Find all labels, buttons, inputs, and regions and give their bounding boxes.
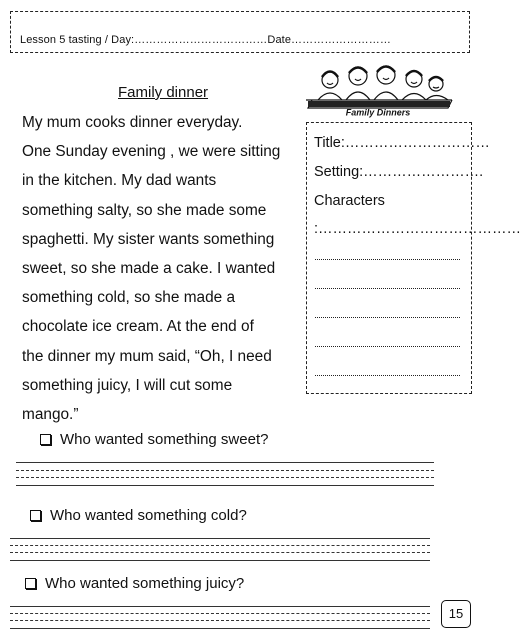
story-line: something cold, so she made a: [22, 289, 236, 307]
answer-line: [10, 606, 430, 607]
clipart-caption: Family Dinners: [345, 107, 411, 118]
title-field: Title:…………………………: [314, 135, 490, 151]
answer-line: [16, 485, 434, 486]
story-line: something salty, so she made some: [22, 201, 267, 219]
story-line: mango.”: [22, 406, 79, 424]
page-number: 15: [441, 600, 471, 628]
story-line: My mum cooks dinner everyday.: [22, 114, 243, 131]
characters-label: Characters: [314, 193, 385, 209]
answer-line: [16, 462, 434, 463]
header-text: Lesson 5 tasting / Day:………………………………Date………………………: [20, 34, 391, 46]
answer-line: [16, 477, 434, 478]
question-3: [25, 575, 244, 592]
story-line: in the kitchen. My dad wants: [22, 172, 217, 190]
story-elements-box: [306, 122, 521, 394]
story-line: chocolate ice cream. At the end of: [22, 318, 254, 336]
character-line: [315, 375, 460, 376]
character-line: [315, 288, 460, 289]
header-box: [10, 11, 470, 53]
checkbox-icon[interactable]: [25, 578, 36, 589]
story-line: One Sunday evening , we were sitting: [22, 143, 281, 161]
character-line: [315, 259, 460, 260]
character-line: [315, 317, 460, 318]
character-line: [315, 346, 460, 347]
answer-line: [10, 552, 430, 553]
family-dinner-clipart: [302, 62, 454, 118]
answer-line: [16, 470, 434, 471]
question-text: Who wanted something sweet?: [60, 431, 269, 448]
question-2: [30, 507, 247, 524]
answer-line: [10, 620, 430, 621]
checkbox-icon[interactable]: [30, 510, 41, 521]
answer-line: [10, 613, 430, 614]
question-text: Who wanted something juicy?: [45, 575, 245, 592]
question-text: Who wanted something cold?: [50, 507, 247, 524]
checkbox-icon[interactable]: [40, 434, 51, 445]
story-line: the dinner my mum said, “Oh, I need: [22, 347, 272, 365]
answer-line: [10, 560, 430, 561]
story-line: something juicy, I will cut some: [22, 376, 233, 394]
story-line: sweet, so she made a cake. I wanted: [22, 260, 276, 278]
story-text: [22, 108, 304, 429]
answer-line: [10, 628, 430, 629]
characters-field: :……………………………………: [314, 221, 521, 237]
answer-line: [10, 538, 430, 539]
answer-line: [10, 545, 430, 546]
story-line: spaghetti. My sister wants something: [22, 230, 275, 248]
setting-field: Setting:…………………….: [314, 164, 484, 180]
story-title: Family dinner: [118, 84, 209, 101]
question-1: [40, 431, 268, 448]
